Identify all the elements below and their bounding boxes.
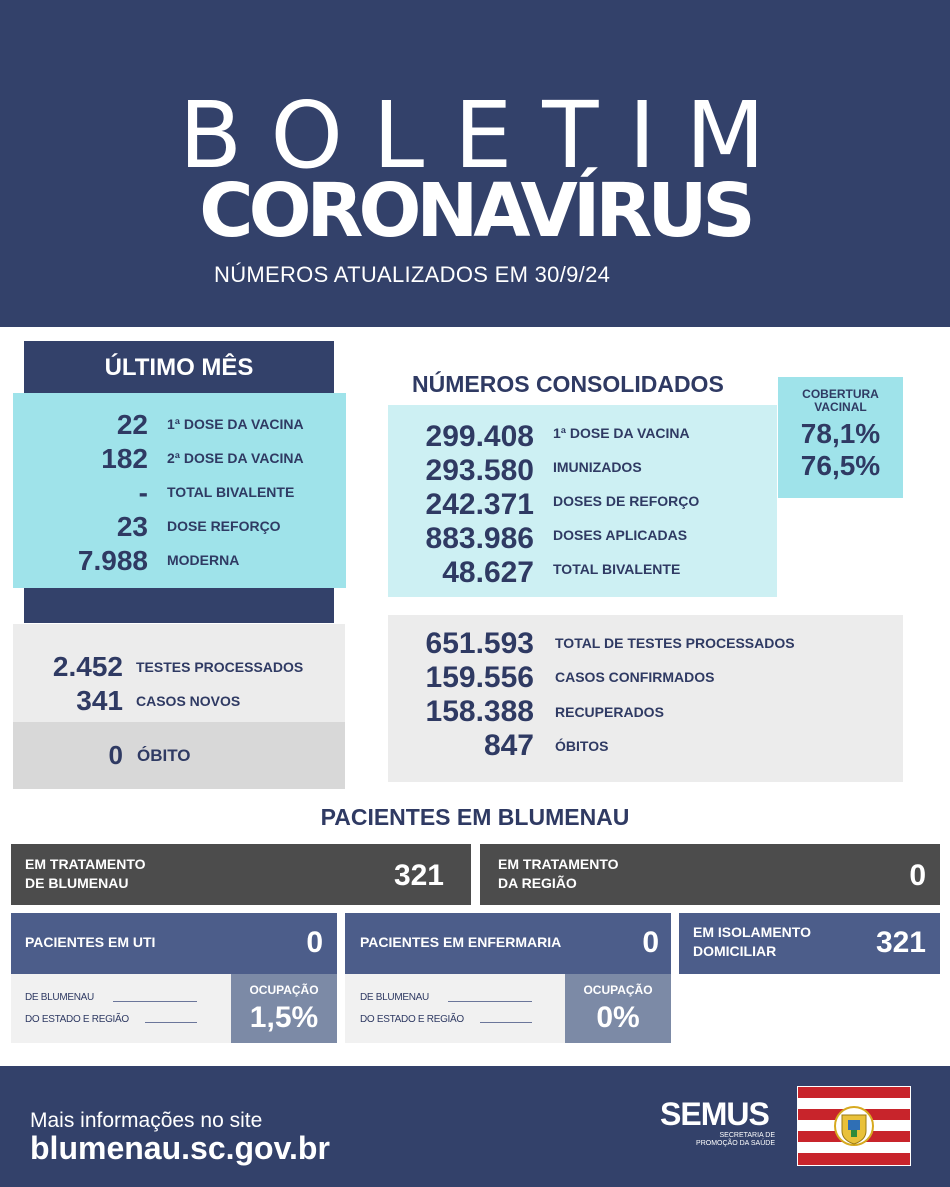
- um-label-2: 2ª DOSE DA VACINA: [167, 450, 304, 466]
- footer-site-link[interactable]: blumenau.sc.gov.br: [30, 1130, 330, 1166]
- cobertura-value-2: 76,5%: [800, 450, 881, 481]
- isolamento-label-1: EM ISOLAMENTO: [693, 924, 811, 940]
- isolamento-value: 321: [875, 926, 926, 959]
- semus-logo-subtitle: [690, 1132, 775, 1148]
- enfermaria-value: 0: [642, 926, 659, 959]
- cons-vac-label-3: DOSES DE REFORÇO: [553, 493, 700, 509]
- cons-vac-label-2: IMUNIZADOS: [553, 459, 642, 475]
- uti-label: PACIENTES EM UTI: [25, 934, 156, 950]
- semus-logo: SEMUS: [660, 1096, 769, 1132]
- blumenau-flag-icon: [797, 1086, 911, 1166]
- um-cases-value: 341: [76, 685, 123, 716]
- uti-occupancy-box: [231, 974, 337, 1043]
- cons-case-label-3: RECUPERADOS: [555, 704, 664, 720]
- enfermaria-sub-estado: DO ESTADO E REGIÃO: [360, 1014, 464, 1025]
- tratamento-blumenau-value: 321: [393, 859, 444, 892]
- cons-vac-label-4: DOSES APLICADAS: [553, 527, 688, 543]
- title-coronavirus: CORONAVÍRUS: [199, 168, 751, 254]
- um-value-2: 182: [101, 443, 148, 474]
- title-boletim: BOLETIM: [178, 82, 795, 189]
- cons-case-value-4: 847: [483, 729, 534, 762]
- cons-case-value-1: 651.593: [425, 627, 534, 660]
- um-cases-label: CASOS NOVOS: [136, 693, 241, 709]
- cons-vac-value-3: 242.371: [425, 488, 534, 521]
- tratamento-blumenau-label: [25, 855, 146, 893]
- pacientes-title: PACIENTES EM BLUMENAU: [320, 804, 630, 830]
- um-tests-value: 2.452: [52, 651, 123, 682]
- cons-case-label-2: CASOS CONFIRMADOS: [555, 669, 715, 685]
- um-label-4: DOSE REFORÇO: [167, 518, 281, 534]
- isolamento-label-2: DOMICILIAR: [693, 943, 777, 959]
- enfermaria-sub-line-1: [448, 1001, 532, 1002]
- cons-case-label-4: ÓBITOS: [555, 738, 609, 754]
- uti-value: 0: [306, 926, 323, 959]
- um-obito-value: 0: [108, 740, 123, 770]
- ultimo-mes-obito-box: [13, 722, 345, 789]
- tratamento-regiao-label: [498, 855, 619, 893]
- uti-occupancy-label: OCUPAÇÃO: [249, 983, 319, 997]
- um-tests-label: TESTES PROCESSADOS: [136, 659, 304, 675]
- semus-sub-line1: SECRETARIA DE: [719, 1132, 775, 1139]
- cobertura-title-line1: COBERTURA: [802, 387, 879, 401]
- tratamento-regiao-value: 0: [909, 859, 926, 892]
- um-value-1: 22: [116, 409, 148, 440]
- consolidados-cases-box: [388, 615, 903, 782]
- enfermaria-sub-line-2: [480, 1022, 532, 1023]
- cons-vac-value-2: 293.580: [425, 454, 534, 487]
- cons-vac-value-1: 299.408: [425, 420, 534, 453]
- uti-sub-line-1: [113, 1001, 197, 1002]
- um-label-3: TOTAL BIVALENTE: [167, 484, 295, 500]
- ultimo-mes-title: ÚLTIMO MÊS: [104, 354, 254, 381]
- tratamento-regiao-box: [480, 844, 940, 905]
- cobertura-value-1: 78,1%: [800, 418, 881, 449]
- enfermaria-sub-blumenau: DE BLUMENAU: [360, 992, 429, 1003]
- footer-info-text: Mais informações no site: [30, 1109, 263, 1132]
- semus-sub-line2: PROMOÇÃO DA SAÚDE: [696, 1140, 775, 1147]
- um-label-1: 1ª DOSE DA VACINA: [167, 416, 304, 432]
- cons-case-value-3: 158.388: [425, 695, 534, 728]
- cons-vac-label-5: TOTAL BIVALENTE: [553, 561, 681, 577]
- enfermaria-label: PACIENTES EM ENFERMARIA: [360, 934, 562, 950]
- cobertura-title: [778, 388, 903, 414]
- tratamento-regiao-label-2: DA REGIÃO: [498, 875, 577, 891]
- cons-vac-value-5: 48.627: [442, 556, 534, 589]
- tratamento-blumenau-box: [11, 844, 471, 905]
- cons-vac-label-1: 1ª DOSE DA VACINA: [553, 425, 690, 441]
- enfermaria-detail-box: [345, 974, 565, 1043]
- um-label-5: MODERNA: [167, 552, 240, 568]
- enfermaria-occupancy-label: OCUPAÇÃO: [583, 983, 653, 997]
- cons-case-label-1: TOTAL DE TESTES PROCESSADOS: [555, 635, 795, 651]
- uti-box: [11, 913, 337, 974]
- enfermaria-occupancy-value: 0%: [596, 1001, 640, 1034]
- uti-occupancy-value: 1,5%: [249, 1001, 319, 1034]
- consolidados-title: NÚMEROS CONSOLIDADOS: [412, 371, 724, 397]
- consolidados-vaccine-box: [388, 405, 777, 597]
- isolamento-label: [693, 923, 811, 961]
- um-obito-label: ÓBITO: [137, 746, 191, 765]
- ultimo-mes-tests-box: [13, 624, 345, 722]
- uti-detail-box: [11, 974, 231, 1043]
- cons-vac-value-4: 883.986: [425, 522, 534, 555]
- coat-of-arms-icon: [834, 1105, 874, 1147]
- ultimo-mes-vaccine-box: [13, 393, 346, 588]
- cobertura-title-line2: VACINAL: [814, 400, 867, 414]
- enfermaria-box: [345, 913, 671, 974]
- um-value-3: -: [138, 477, 148, 508]
- tratamento-regiao-label-1: EM TRATAMENTO: [498, 856, 619, 872]
- uti-sub-blumenau: DE BLUMENAU: [25, 992, 94, 1003]
- enfermaria-occupancy-box: [565, 974, 671, 1043]
- uti-sub-estado: DO ESTADO E REGIÃO: [25, 1014, 129, 1025]
- isolamento-box: [679, 913, 940, 974]
- tratamento-blumenau-label-1: EM TRATAMENTO: [25, 856, 146, 872]
- update-date-subtitle: NÚMEROS ATUALIZADOS EM 30/9/24: [214, 262, 611, 287]
- tratamento-blumenau-label-2: DE BLUMENAU: [25, 875, 129, 891]
- um-value-4: 23: [116, 511, 148, 542]
- cons-case-value-2: 159.556: [425, 661, 534, 694]
- uti-sub-line-2: [145, 1022, 197, 1023]
- um-value-5: 7.988: [77, 545, 148, 576]
